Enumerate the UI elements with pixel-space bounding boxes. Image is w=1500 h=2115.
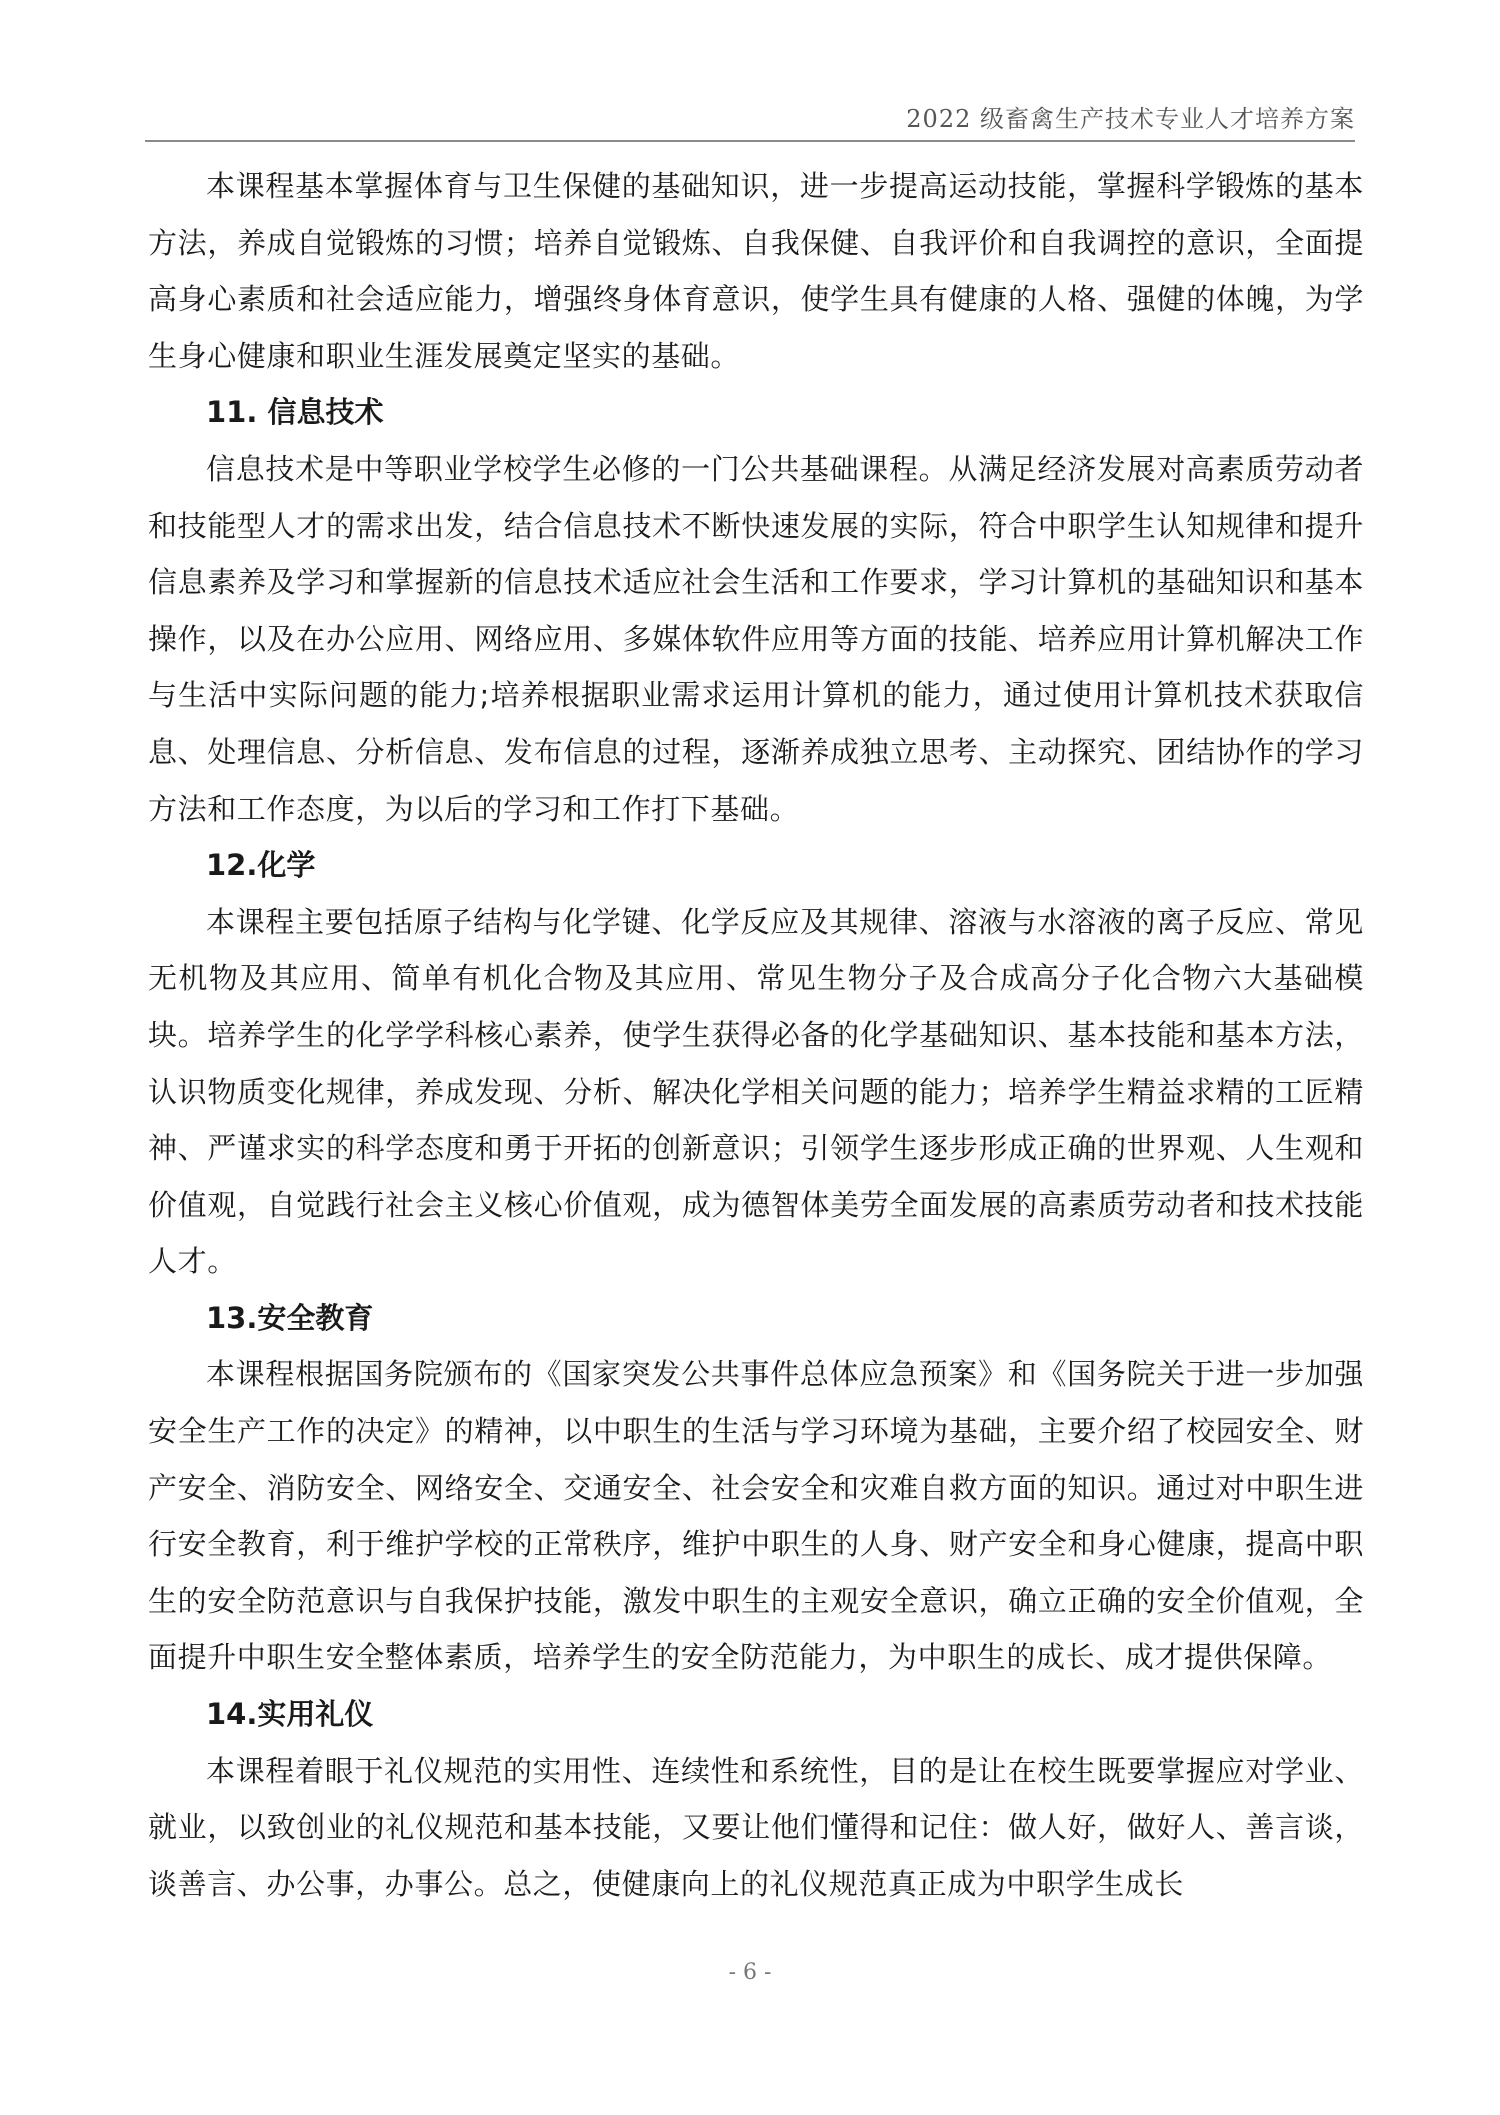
intro-paragraph: 本课程基本掌握体育与卫生保健的基础知识，进一步提高运动技能，掌握科学锻炼的基本方法，养成自觉锻炼的习惯；培养自觉锻炼、自我保健、自我评价和自我调控的意识，全面提高身心素质和社会适应能力，增强终身体育意识，使学生具有健康的人格、强健的体魄，为学生身心健康和职业生涯发展奠定坚实的基础。 — [148, 169, 1364, 373]
section-heading-chemistry: 12.化学 — [206, 848, 316, 883]
section-heading-safety-education: 13.安全教育 — [206, 1300, 374, 1335]
page-number: - 6 - — [728, 1960, 772, 1985]
section-body-information-technology: 信息技术是中等职业学校学生必修的一门公共基础课程。从满足经济发展对高素质劳动者和技能型人才的需求出发，结合信息技术不断快速发展的实际，符合中职学生认知规律和提升信息素养及学习和掌握新的信息技术适应社会生活和工作要求，学习计算机的基础知识和基本操作，以及在办公应用、网络应用、多媒体软件应用等方面的技能、培养应用计算机解决工作与生活中实际问题的能力;培养根据职业需求运用计算机的能力，通过使用计算机技术获取信息、处理信息、分析信息、发布信息的过程，逐渐养成独立思考、主动探究、团结协作的学习方法和工作态度，为以后的学习和工作打下基础。 — [148, 451, 1364, 826]
document-body — [148, 158, 1364, 1912]
header-title: 2022 级畜禽生产技术专业人才培养方案 — [906, 105, 1355, 133]
section-body-chemistry: 本课程主要包括原子结构与化学键、化学反应及其规律、溶液与水溶液的离子反应、常见无机物及其应用、简单有机化合物及其应用、常见生物分子及合成高分子化合物六大基础模块。培养学生的化学学科核心素养，使学生获得必备的化学基础知识、基本技能和基本方法，认识物质变化规律，养成发现、分析、解决化学相关问题的能力；培养学生精益求精的工匠精神、严谨求实的科学态度和勇于开拓的创新意识；引领学生逐步形成正确的世界观、人生观和价值观，自觉践行社会主义核心价值观，成为德智体美劳全面发展的高素质劳动者和技术技能人才。 — [148, 904, 1364, 1279]
section-body-safety-education: 本课程根据国务院颁布的《国家突发公共事件总体应急预案》和《国务院关于进一步加强安全生产工作的决定》的精神，以中职生的生活与学习环境为基础，主要介绍了校园安全、财产安全、消防安全、网络安全、交通安全、社会安全和灾难自救方面的知识。通过对中职生进行安全教育，利于维护学校的正常秩序，维护中职生的人身、财产安全和身心健康，提高中职生的安全防范意识与自我保护技能，激发中职生的主观安全意识，确立正确的安全价值观，全面提升中职生安全整体素质，培养学生的安全防范能力，为中职生的成长、成才提供保障。 — [148, 1357, 1364, 1675]
page-header — [145, 100, 1355, 142]
section-heading-etiquette: 14.实用礼仪 — [206, 1697, 374, 1732]
section-body-etiquette: 本课程着眼于礼仪规范的实用性、连续性和系统性，目的是让在校生既要掌握应对学业、就业，以致创业的礼仪规范和基本技能，又要让他们懂得和记住：做人好，做好人、善言谈，谈善言、办公事，办事公。总之，使健康向上的礼仪规范真正成为中职学生成长 — [148, 1753, 1364, 1901]
section-heading-information-technology: 11. 信息技术 — [206, 395, 384, 430]
